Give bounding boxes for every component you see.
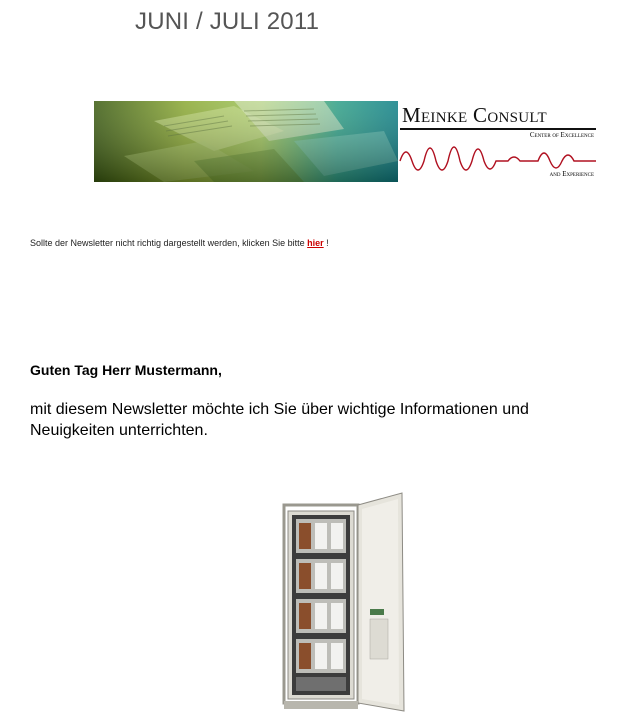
notice-suffix: ! xyxy=(323,238,329,248)
electrical-cabinet-image xyxy=(270,489,420,712)
notice-text: Sollte der Newsletter nicht richtig dargestellt werden, klicken Sie bitte xyxy=(30,238,308,248)
greeting: Guten Tag Herr Mustermann, xyxy=(30,362,222,378)
newsletter-banner xyxy=(94,101,598,182)
newspaper-photo xyxy=(94,101,398,182)
view-online-link[interactable]: hier xyxy=(307,238,324,248)
company-name: Meinke Consult xyxy=(402,103,547,127)
logo-tagline-bottom: and Experience xyxy=(549,170,594,178)
display-notice xyxy=(30,238,329,248)
logo-divider xyxy=(400,128,596,130)
issue-title: JUNI / JULI 2011 xyxy=(135,8,320,35)
intro-paragraph: mit diesem Newsletter möchte ich Sie über wichtige Informationen und Neuigkeiten unterrichten. xyxy=(30,401,529,439)
company-logo xyxy=(398,101,598,182)
logo-tagline-top: Center of Excellence xyxy=(529,131,594,139)
